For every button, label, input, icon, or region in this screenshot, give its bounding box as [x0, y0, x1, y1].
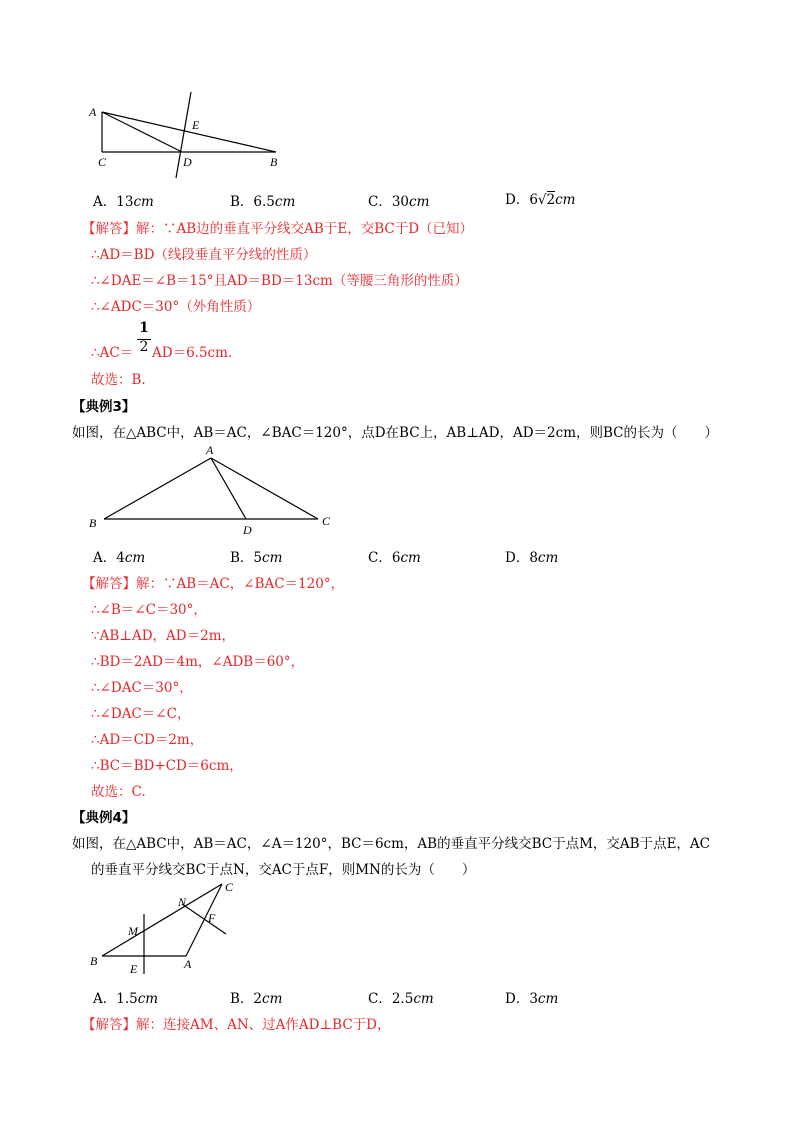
ex4-label-m: M — [128, 924, 138, 938]
option-value: 2 — [253, 991, 263, 1007]
ex2-segment-ab — [102, 112, 276, 152]
option-unit: cm — [413, 991, 434, 1007]
sqrt-radicand: 2 — [546, 192, 556, 208]
ex3-option-c — [368, 546, 421, 566]
ex3-heading: 【典例3】 — [72, 399, 136, 415]
ex2-frac-numerator: 1 — [139, 320, 149, 336]
option-value: 3 — [529, 991, 538, 1007]
ex4-figure — [86, 876, 246, 980]
option-letter: B． — [230, 991, 254, 1007]
ex2-segment-ad — [102, 112, 182, 152]
option-letter: D． — [505, 550, 530, 566]
option-letter: C． — [368, 991, 392, 1007]
ex3-segment-ab — [104, 458, 211, 519]
ex2-solution-line-1: 【解答】解：∵AB边的垂直平分线交AB于E，交BC于D（已知） — [82, 221, 474, 237]
option-unit: cm — [400, 550, 421, 566]
option-unit: cm — [274, 194, 296, 210]
ex4-question-line-2: 的垂直平分线交BC于点N，交AC于点F，则MN的长为（ ） — [91, 862, 476, 878]
option-unit: cm — [555, 192, 576, 208]
ex4-solution-line-1: 【解答】解：连接AM、AN、过A作AD⊥BC于D， — [82, 1017, 391, 1033]
ex4-label-e: E — [130, 962, 138, 976]
option-value: 5 — [253, 550, 263, 566]
ex3-answer: 故选：C. — [91, 784, 146, 800]
ex3-question: 如图，在△ABC中，AB＝AC，∠BAC＝120°，点D在BC上，AB⊥AD，AD＝2cm，则BC的长为（ ） — [72, 425, 718, 441]
ex4-option-a — [93, 987, 158, 1007]
option-letter: A． — [93, 194, 117, 210]
option-unit: cm — [537, 991, 559, 1007]
sqrt-symbol: √ — [537, 192, 547, 208]
ex2-frac-denominator: 2 — [139, 339, 149, 355]
option-letter: B． — [230, 194, 254, 210]
ex3-solution-line-6: ∴∠DAC＝∠C， — [91, 706, 191, 722]
ex3-segment-ac — [211, 458, 318, 519]
ex3-option-b — [230, 546, 282, 566]
ex3-figure — [86, 442, 346, 540]
ex2-solution-line-4: ∴∠ADC＝30°（外角性质） — [91, 299, 261, 315]
ex2-option-a — [93, 190, 154, 210]
ex2-figure — [88, 92, 298, 182]
ex3-solution-line-7: ∴AD＝CD＝2m， — [91, 732, 204, 748]
ex4-option-b — [230, 987, 282, 1007]
ex2-option-b — [230, 190, 295, 210]
ex2-option-c — [368, 190, 429, 210]
ex4-label-b: B — [90, 954, 98, 968]
ex3-option-d — [505, 546, 558, 566]
option-unit: cm — [262, 550, 283, 566]
ex3-solution-line-5: ∴∠DAC＝30°， — [91, 680, 193, 696]
ex4-question-line-1: 如图，在△ABC中，AB＝AC，∠A＝120°，BC＝6cm，AB的垂直平分线交BC于点M，交AB于点E，AC — [72, 836, 711, 852]
ex4-label-n: N — [178, 895, 187, 909]
ex3-solution-line-2: ∴∠B＝∠C＝30°， — [91, 602, 207, 618]
option-unit: cm — [262, 991, 283, 1007]
ex3-solution-line-4: ∴BD＝2AD＝4m，∠ADB＝60°， — [91, 654, 305, 670]
ex2-label-b: B — [270, 155, 278, 169]
option-letter: A． — [93, 991, 117, 1007]
option-letter: D． — [505, 192, 530, 208]
ex2-solution-line-2: ∴AD＝BD（线段垂直平分线的性质） — [91, 247, 317, 263]
ex4-label-a: A — [184, 957, 192, 971]
option-value: 6 — [391, 550, 401, 566]
ex3-label-c: C — [322, 514, 331, 528]
option-letter: A． — [93, 550, 117, 566]
ex4-option-c — [368, 987, 434, 1007]
ex3-solution-line-3: ∵AB⊥AD，AD＝2m， — [91, 628, 235, 644]
option-value: 1.5 — [116, 991, 138, 1007]
option-value: 30 — [391, 194, 410, 210]
option-value: 13 — [116, 194, 134, 210]
option-value: 6.5 — [253, 194, 275, 210]
ex2-label-a: A — [89, 105, 97, 119]
option-letter: B． — [230, 550, 254, 566]
ex3-label-a: A — [206, 443, 214, 457]
ex2-frac-prefix: ∴AC＝ — [91, 345, 134, 361]
ex2-solution-line-3: ∴∠DAE＝∠B＝15°且AD＝BD＝13cm（等腰三角形的性质） — [91, 273, 468, 289]
ex4-label-f: F — [208, 911, 216, 925]
option-letter: C． — [368, 550, 392, 566]
ex2-label-e: E — [192, 118, 200, 132]
option-letter: D． — [505, 991, 530, 1007]
option-unit: cm — [537, 550, 559, 566]
ex3-label-b: B — [89, 516, 97, 530]
ex3-solution-line-8: ∴BC＝BD+CD＝6cm， — [91, 758, 243, 774]
ex3-option-a — [93, 546, 145, 566]
ex3-segment-ad — [211, 458, 246, 519]
option-unit: cm — [133, 194, 154, 210]
option-value: 2.5 — [391, 991, 414, 1007]
ex2-label-d: D — [183, 155, 192, 169]
ex4-heading: 【典例4】 — [72, 810, 136, 826]
ex4-option-d — [505, 987, 558, 1007]
ex4-label-c: C — [225, 880, 234, 894]
ex2-label-c: C — [98, 155, 107, 169]
option-unit: cm — [124, 550, 146, 566]
ex4-ac-perp-bisector — [182, 904, 226, 934]
ex2-frac-suffix: AD＝6.5cm. — [152, 345, 233, 361]
option-value: 4 — [116, 550, 125, 566]
option-unit: cm — [137, 991, 159, 1007]
ex2-answer: 故选：B. — [91, 372, 146, 388]
ex3-label-d: D — [243, 523, 252, 537]
ex3-solution-line-1: 【解答】解：∵AB＝AC，∠BAC＝120°， — [82, 576, 345, 592]
option-letter: C． — [368, 194, 392, 210]
option-value: 8 — [529, 550, 538, 566]
option-value: 6 — [529, 192, 538, 208]
option-unit: cm — [409, 194, 430, 210]
ex2-option-d — [505, 188, 576, 208]
